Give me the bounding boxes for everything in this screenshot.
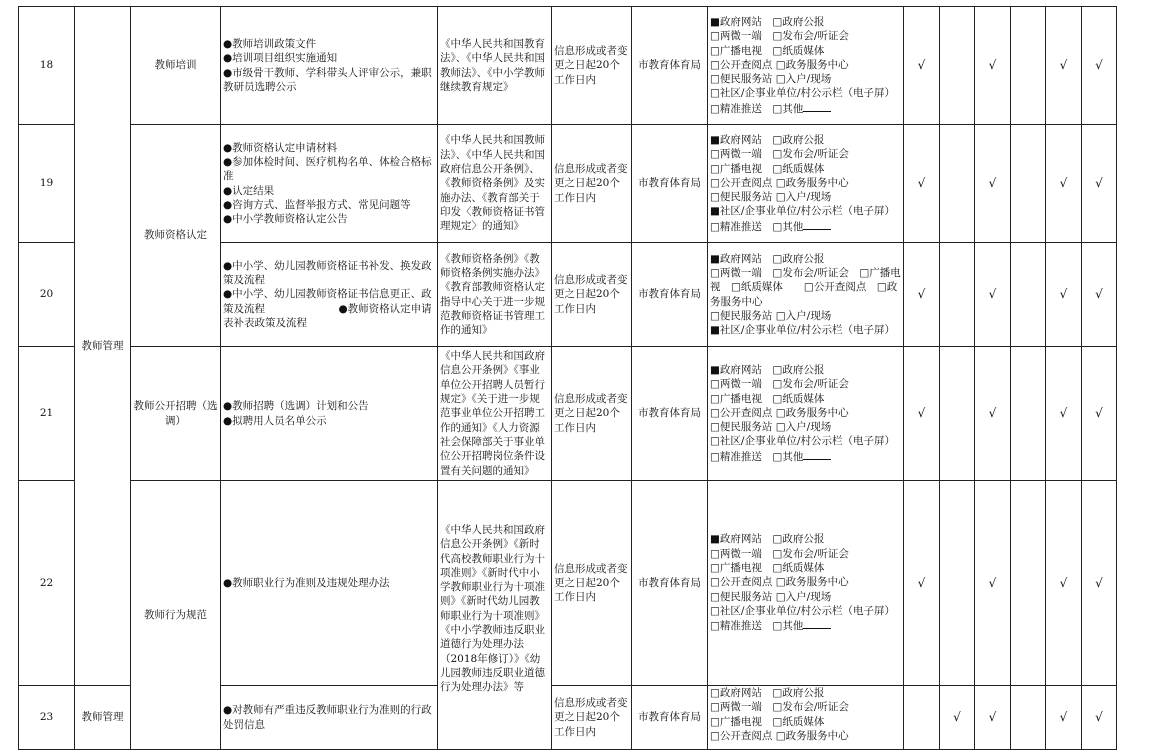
content-cell [221, 125, 438, 243]
department-cell: 市教育体育局 [632, 481, 708, 686]
mark-cell [1011, 125, 1046, 243]
channel-line [710, 219, 901, 234]
content-item: ●教师职业行为准则及违规处理办法 [223, 576, 390, 589]
mark-cell: √ [1046, 686, 1082, 750]
time-limit-cell: 信息形成或者变更之日起20个工作日内 [552, 243, 632, 347]
channel-line-text: □精准推送 □其他 [710, 450, 804, 463]
channel-line-text: □精准推送 □其他 [710, 220, 804, 233]
mark-cell: √ [975, 125, 1011, 243]
channel-line: □便民服务站 □入户/现场 [710, 309, 832, 322]
channel-line: □广播电视 □纸质媒体 [710, 44, 825, 57]
channel-line: ■社区/企事业单位/村公示栏（电子屏） [710, 205, 895, 218]
content-cell [221, 243, 438, 347]
channel-line: □两微一端 □发布会/听证会 [710, 148, 849, 161]
subcategory-cell: 教师资格认定 [131, 125, 221, 347]
channel-line: □两微一端 □发布会/听证会 [710, 378, 849, 391]
row-number: 22 [19, 481, 75, 686]
content-item: ●对教师有严重违反教师职业行为准则的行政处罚信息 [223, 704, 432, 731]
channel-line: □公开查阅点 □政务服务中心 [710, 58, 849, 71]
content-item: ●市级骨干教师、学科带头人评审公示，兼职教研员选聘公示 [223, 66, 432, 93]
content-item: ●咨询方式、监督举报方式、常见问题等 [223, 198, 411, 211]
channel-line: □两微一端 □发布会/听证会 [710, 701, 849, 714]
subcategory-cell: 教师行为规范 [131, 481, 221, 750]
row-number: 18 [19, 7, 75, 125]
mark-cell: √ [1046, 7, 1082, 125]
mark-cell [940, 481, 975, 686]
row-number: 19 [19, 125, 75, 243]
mark-cell [1011, 7, 1046, 125]
content-item: ●参加体检时间、医疗机构名单、体检合格标准 [223, 155, 432, 183]
category-cell: 教师管理 [75, 7, 131, 686]
mark-cell [904, 686, 940, 750]
channel-line: □广播电视 □纸质媒体 [710, 715, 825, 728]
channel-cell [708, 7, 904, 125]
other-blank [803, 449, 831, 460]
channel-line-text: □精准推送 □其他 [710, 102, 804, 115]
channel-line [710, 449, 901, 464]
channel-line: □政府网站 □政府公报 [710, 687, 825, 699]
channel-line: ■政府网站 □政府公报 [710, 533, 825, 546]
channel-line: ■政府网站 □政府公报 [710, 15, 825, 28]
mark-cell: √ [904, 7, 940, 125]
row-number: 23 [19, 686, 75, 750]
department-cell: 市教育体育局 [632, 7, 708, 125]
row-number: 20 [19, 243, 75, 347]
channel-line: □社区/企事业单位/村公示栏（电子屏） [710, 604, 895, 617]
time-limit-cell: 信息形成或者变更之日起20个工作日内 [552, 481, 632, 686]
channel-line: □社区/企事业单位/村公示栏（电子屏） [710, 435, 895, 448]
mark-cell: √ [1082, 481, 1117, 686]
channel-cell [708, 481, 904, 686]
mark-cell [940, 243, 975, 347]
channel-line: □两微一端 □发布会/听证会 [710, 547, 849, 560]
content-item: ●培训项目组织实施通知 [223, 52, 338, 65]
content-item: ●拟聘用人员名单公示 [223, 414, 327, 427]
channel-line: □广播电视 □纸质媒体 [710, 562, 825, 575]
mark-cell: √ [975, 7, 1011, 125]
channel-line: □公开查阅点 □政务服务中心 [710, 406, 849, 419]
channel-line: □公开查阅点 □政务服务中心 [710, 729, 849, 742]
time-limit-cell: 信息形成或者变更之日起20个工作日内 [552, 347, 632, 481]
mark-cell: √ [975, 347, 1011, 481]
channel-line [710, 618, 901, 633]
channel-line: □广播电视 □纸质媒体 [710, 392, 825, 405]
channel-line-text: □精准推送 □其他 [710, 620, 804, 633]
channel-line: □社区/企事业单位/村公示栏（电子屏） [710, 87, 895, 100]
mark-cell: √ [1046, 243, 1082, 347]
mark-cell [1011, 481, 1046, 686]
channel-line: □公开查阅点 □政务服务中心 [710, 176, 849, 189]
channel-line: □便民服务站 □入户/现场 [710, 421, 832, 434]
other-blank [803, 618, 831, 629]
time-limit-cell: 信息形成或者变更之日起20个工作日内 [552, 686, 632, 750]
mark-cell: √ [904, 347, 940, 481]
table-row [19, 125, 1117, 243]
mark-cell [1011, 347, 1046, 481]
mark-cell: √ [975, 686, 1011, 750]
mark-cell: √ [1082, 243, 1117, 347]
channel-cell [708, 347, 904, 481]
mark-cell [940, 125, 975, 243]
content-item: ●中小学教师资格认定公告 [223, 213, 348, 226]
channel-line: □便民服务站 □入户/现场 [710, 191, 832, 204]
mark-cell [940, 7, 975, 125]
content-item: ●教师招聘（选调）计划和公告 [223, 400, 369, 413]
content-cell [221, 481, 438, 686]
mark-cell: √ [1082, 347, 1117, 481]
basis-cell: 《教师资格条例》《教师资格条例实施办法》《教育部教师资格认定指导中心关于进一步规范教师资格证书管理工作的通知》 [438, 243, 552, 347]
subcategory-cell: 教师培训 [131, 7, 221, 125]
channel-line: □两微一端 □发布会/听证会 [710, 30, 849, 43]
mark-cell: √ [904, 125, 940, 243]
category-cell: 教师管理 [75, 686, 131, 750]
mark-cell [1011, 243, 1046, 347]
channel-line: □便民服务站 □入户/现场 [710, 73, 832, 86]
time-limit-cell: 信息形成或者变更之日起20个工作日内 [552, 125, 632, 243]
mark-cell: √ [1046, 125, 1082, 243]
channel-line: □两微一端 □发布会/听证会 □广播电视 □纸质媒体 □公开查阅点 □政务服务中心 [710, 266, 901, 308]
department-cell: 市教育体育局 [632, 243, 708, 347]
mark-cell: √ [1046, 347, 1082, 481]
content-cell [221, 7, 438, 125]
channel-line: ■政府网站 □政府公报 [710, 363, 825, 376]
channel-cell [708, 125, 904, 243]
basis-cell: 《中华人民共和国教师法》、《中华人民共和国政府信息公开条例》、《教师资格条例》及实施办法、《教育部关于印发〈教师资格证书管理规定〉的通知》 [438, 125, 552, 243]
mark-cell: √ [1046, 481, 1082, 686]
basis-cell: 《中华人民共和国政府信息公开条例》《新时代高校教师职业行为十项准则》《新时代中小学教师职业行为十项准则》《新时代幼儿园教师职业行为十项准则》《中小学教师违反职业道德行为处理办法（2018年修订）》《幼儿园教师违反职业道德行为处理办法》等 [438, 481, 552, 750]
other-blank [803, 101, 831, 112]
subcategory-cell: 教师公开招聘（选调） [131, 347, 221, 481]
row-number: 21 [19, 347, 75, 481]
basis-cell: 《中华人民共和国政府信息公开条例》《事业单位公开招聘人员暂行规定》《关于进一步规范事业单位公开招聘工作的通知》《人力资源社会保障部关于事业单位公开招聘岗位条件设置有关问题的通知》 [438, 347, 552, 481]
other-blank [803, 219, 831, 230]
content-cell [221, 686, 438, 750]
mark-cell: √ [975, 481, 1011, 686]
basis-cell: 《中华人民共和国教育法》、《中华人民共和国教师法》、《中小学教师继续教育规定》 [438, 7, 552, 125]
channel-line [710, 101, 901, 116]
mark-cell: √ [904, 481, 940, 686]
content-cell [221, 347, 438, 481]
department-cell: 市教育体育局 [632, 347, 708, 481]
content-item: ●中小学、幼儿园教师资格证书补发、换发政策及流程 [223, 259, 432, 287]
content-item: ●教师培训政策文件 [223, 37, 317, 50]
channel-line: □广播电视 □纸质媒体 [710, 162, 825, 175]
department-cell: 市教育体育局 [632, 686, 708, 750]
channel-line: ■政府网站 □政府公报 [710, 252, 825, 265]
channel-cell [708, 243, 904, 347]
mark-cell: √ [1082, 686, 1117, 750]
content-item: ●中小学、幼儿园教师资格证书信息更正、政策及流程 ●教师资格认定申请表补表政策及流程 [223, 288, 432, 329]
channel-line: □便民服务站 □入户/现场 [710, 590, 832, 603]
table-row [19, 347, 1117, 481]
content-item: ●认定结果 [223, 184, 275, 197]
channel-cell [708, 686, 904, 750]
department-cell: 市教育体育局 [632, 125, 708, 243]
mark-cell: √ [904, 243, 940, 347]
time-limit-cell: 信息形成或者变更之日起20个工作日内 [552, 7, 632, 125]
channel-line: ■社区/企事业单位/村公示栏（电子屏） [710, 324, 895, 337]
mark-cell: √ [1082, 125, 1117, 243]
mark-cell: √ [940, 686, 975, 750]
mark-cell [1011, 686, 1046, 750]
table-row [19, 481, 1117, 686]
content-item: ●教师资格认定申请材料 [223, 141, 338, 154]
mark-cell: √ [1082, 7, 1117, 125]
channel-line: ■政府网站 □政府公报 [710, 133, 825, 146]
channel-line: □公开查阅点 □政务服务中心 [710, 576, 849, 589]
mark-cell [940, 347, 975, 481]
table-row [19, 7, 1117, 125]
mark-cell: √ [975, 243, 1011, 347]
disclosure-table [18, 6, 1117, 750]
